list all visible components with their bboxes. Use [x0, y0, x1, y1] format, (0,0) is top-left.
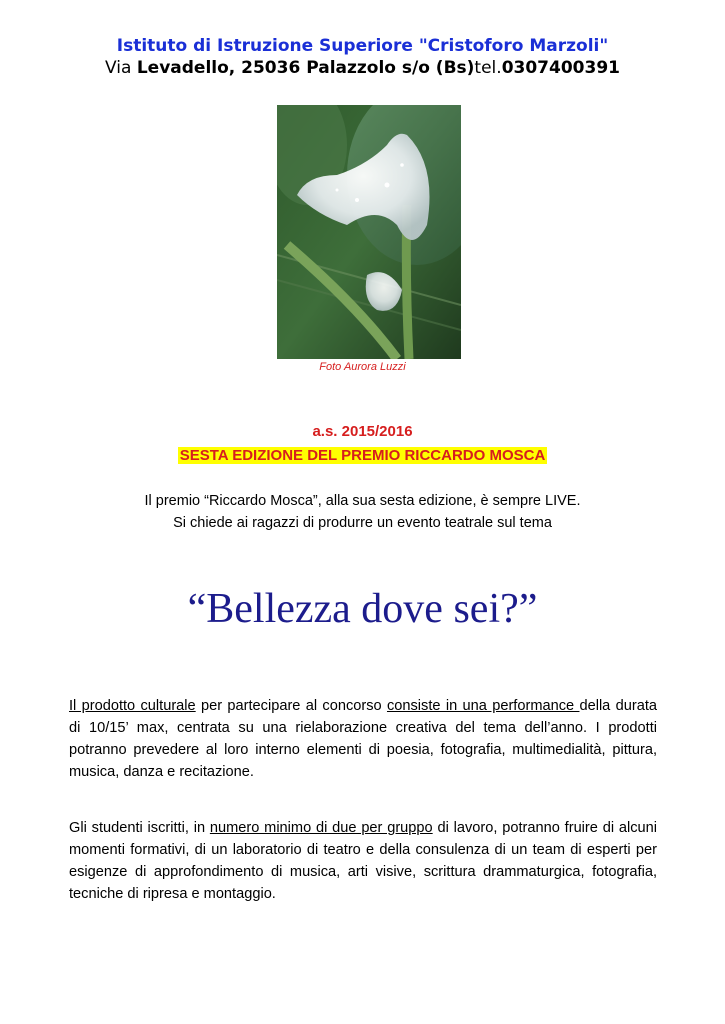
intro-line-1: Il premio “Riccardo Mosca”, alla sua sesta edizione, è sempre LIVE. [144, 493, 581, 509]
paragraph-students [69, 817, 657, 905]
paragraph-text: della durata di 10/15’ max, centrata su una rielaborazione creativa del tema dell’anno. I prodotti potranno prevedere al loro interno elementi di poesia, fotografia, multimedialità, pittura, musica, danza e recitazione. [69, 698, 658, 780]
via-label: Via [105, 58, 137, 78]
intro-line-2: Si chiede ai ragazzi di produrre un evento teatrale sul tema [173, 515, 552, 531]
school-year: a.s. 2015/2016 [312, 423, 413, 440]
photo-caption: Foto Aurora Luzzi [319, 361, 406, 373]
edition-highlight: SESTA EDIZIONE DEL PREMIO RICCARDO MOSCA [179, 447, 546, 464]
tel-label: tel. [474, 58, 502, 78]
theme-title: “Bellezza dove sei?” [187, 586, 538, 632]
street-address: Levadello, 25036 Palazzolo s/o (Bs) [136, 58, 475, 78]
edition-heading [0, 447, 725, 464]
paragraph-text: Gli studenti iscritti, in [69, 820, 210, 836]
underline-product: Il prodotto culturale [69, 698, 196, 714]
paragraph-product [69, 695, 657, 783]
underline-performance: consiste in una performance [386, 698, 580, 714]
flower-photo [277, 105, 461, 359]
paragraph-text: di lavoro, potranno fruire di alcuni momenti formativi, di un laboratorio di teatro e della consulenza di un team di esperti per esigenze di approfondimento di musica, arti visive, scrittura drammaturgica, fotografia, tecniche di ripresa e montaggio. [69, 820, 657, 902]
institute-name: Istituto di Istruzione Superiore "Cristoforo Marzoli" [116, 36, 609, 56]
intro-text [0, 490, 725, 534]
underline-group-size: numero minimo di due per gruppo [209, 820, 433, 836]
paragraph-text: per partecipare al concorso [195, 698, 387, 714]
institute-address [0, 58, 725, 78]
tel-number: 0307400391 [501, 58, 620, 78]
